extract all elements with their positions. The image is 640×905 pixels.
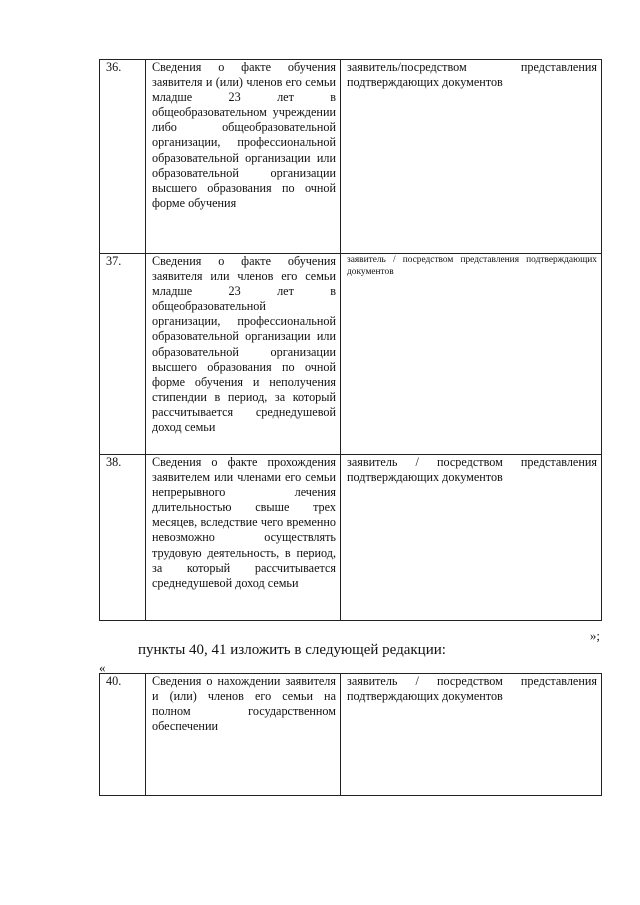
row-description: Сведения о факте обучения заявителя и (или) членов его семьи младше 23 лет в общеобразовательном учреждении либо общеобразовательной организации, профессиональной образовательной организации или образовательной организации высшего образования по очной форме обучения	[146, 60, 341, 254]
row-source: заявитель / посредством представления подтверждающих документов	[341, 254, 602, 455]
row-number: 37.	[100, 254, 146, 455]
table-row-37	[100, 254, 602, 455]
row-source: заявитель / посредством представления подтверждающих документов	[341, 674, 602, 796]
opening-quote: «	[99, 660, 106, 675]
table-row-38	[100, 455, 602, 621]
amendments-table-part1	[99, 59, 602, 621]
row-description: Сведения о факте прохождения заявителем или членами его семьи непрерывного лечения длительностью свыше трех месяцев, вследствие чего временно невозможно осуществлять трудовую деятельность, в период, за который рассчитывается среднедушевой доход семьи	[146, 455, 341, 621]
row-number: 40.	[100, 674, 146, 796]
row-description: Сведения о факте обучения заявителя или членов его семьи младше 23 лет в общеобразовательной организации, профессиональной образовательной организации или образовательной организации высшего образования по очной форме обучения и неполучения стипендии в период, за который рассчитывается среднедушевой доход семьи	[146, 254, 341, 455]
amendments-table-part2	[99, 673, 602, 796]
row-description: Сведения о нахождении заявителя и (или) членов его семьи на полном государственном обеспечении	[146, 674, 341, 796]
row-number: 38.	[100, 455, 146, 621]
table-row-36	[100, 60, 602, 254]
row-number: 36.	[100, 60, 146, 254]
table-row-40	[100, 674, 602, 796]
amendment-instruction: пункты 40, 41 изложить в следующей редакции:	[138, 642, 446, 658]
row-source: заявитель/посредством представления подтверждающих документов	[341, 60, 602, 254]
row-source: заявитель / посредством представления подтверждающих документов	[341, 455, 602, 621]
closing-quote: »;	[589, 628, 600, 643]
